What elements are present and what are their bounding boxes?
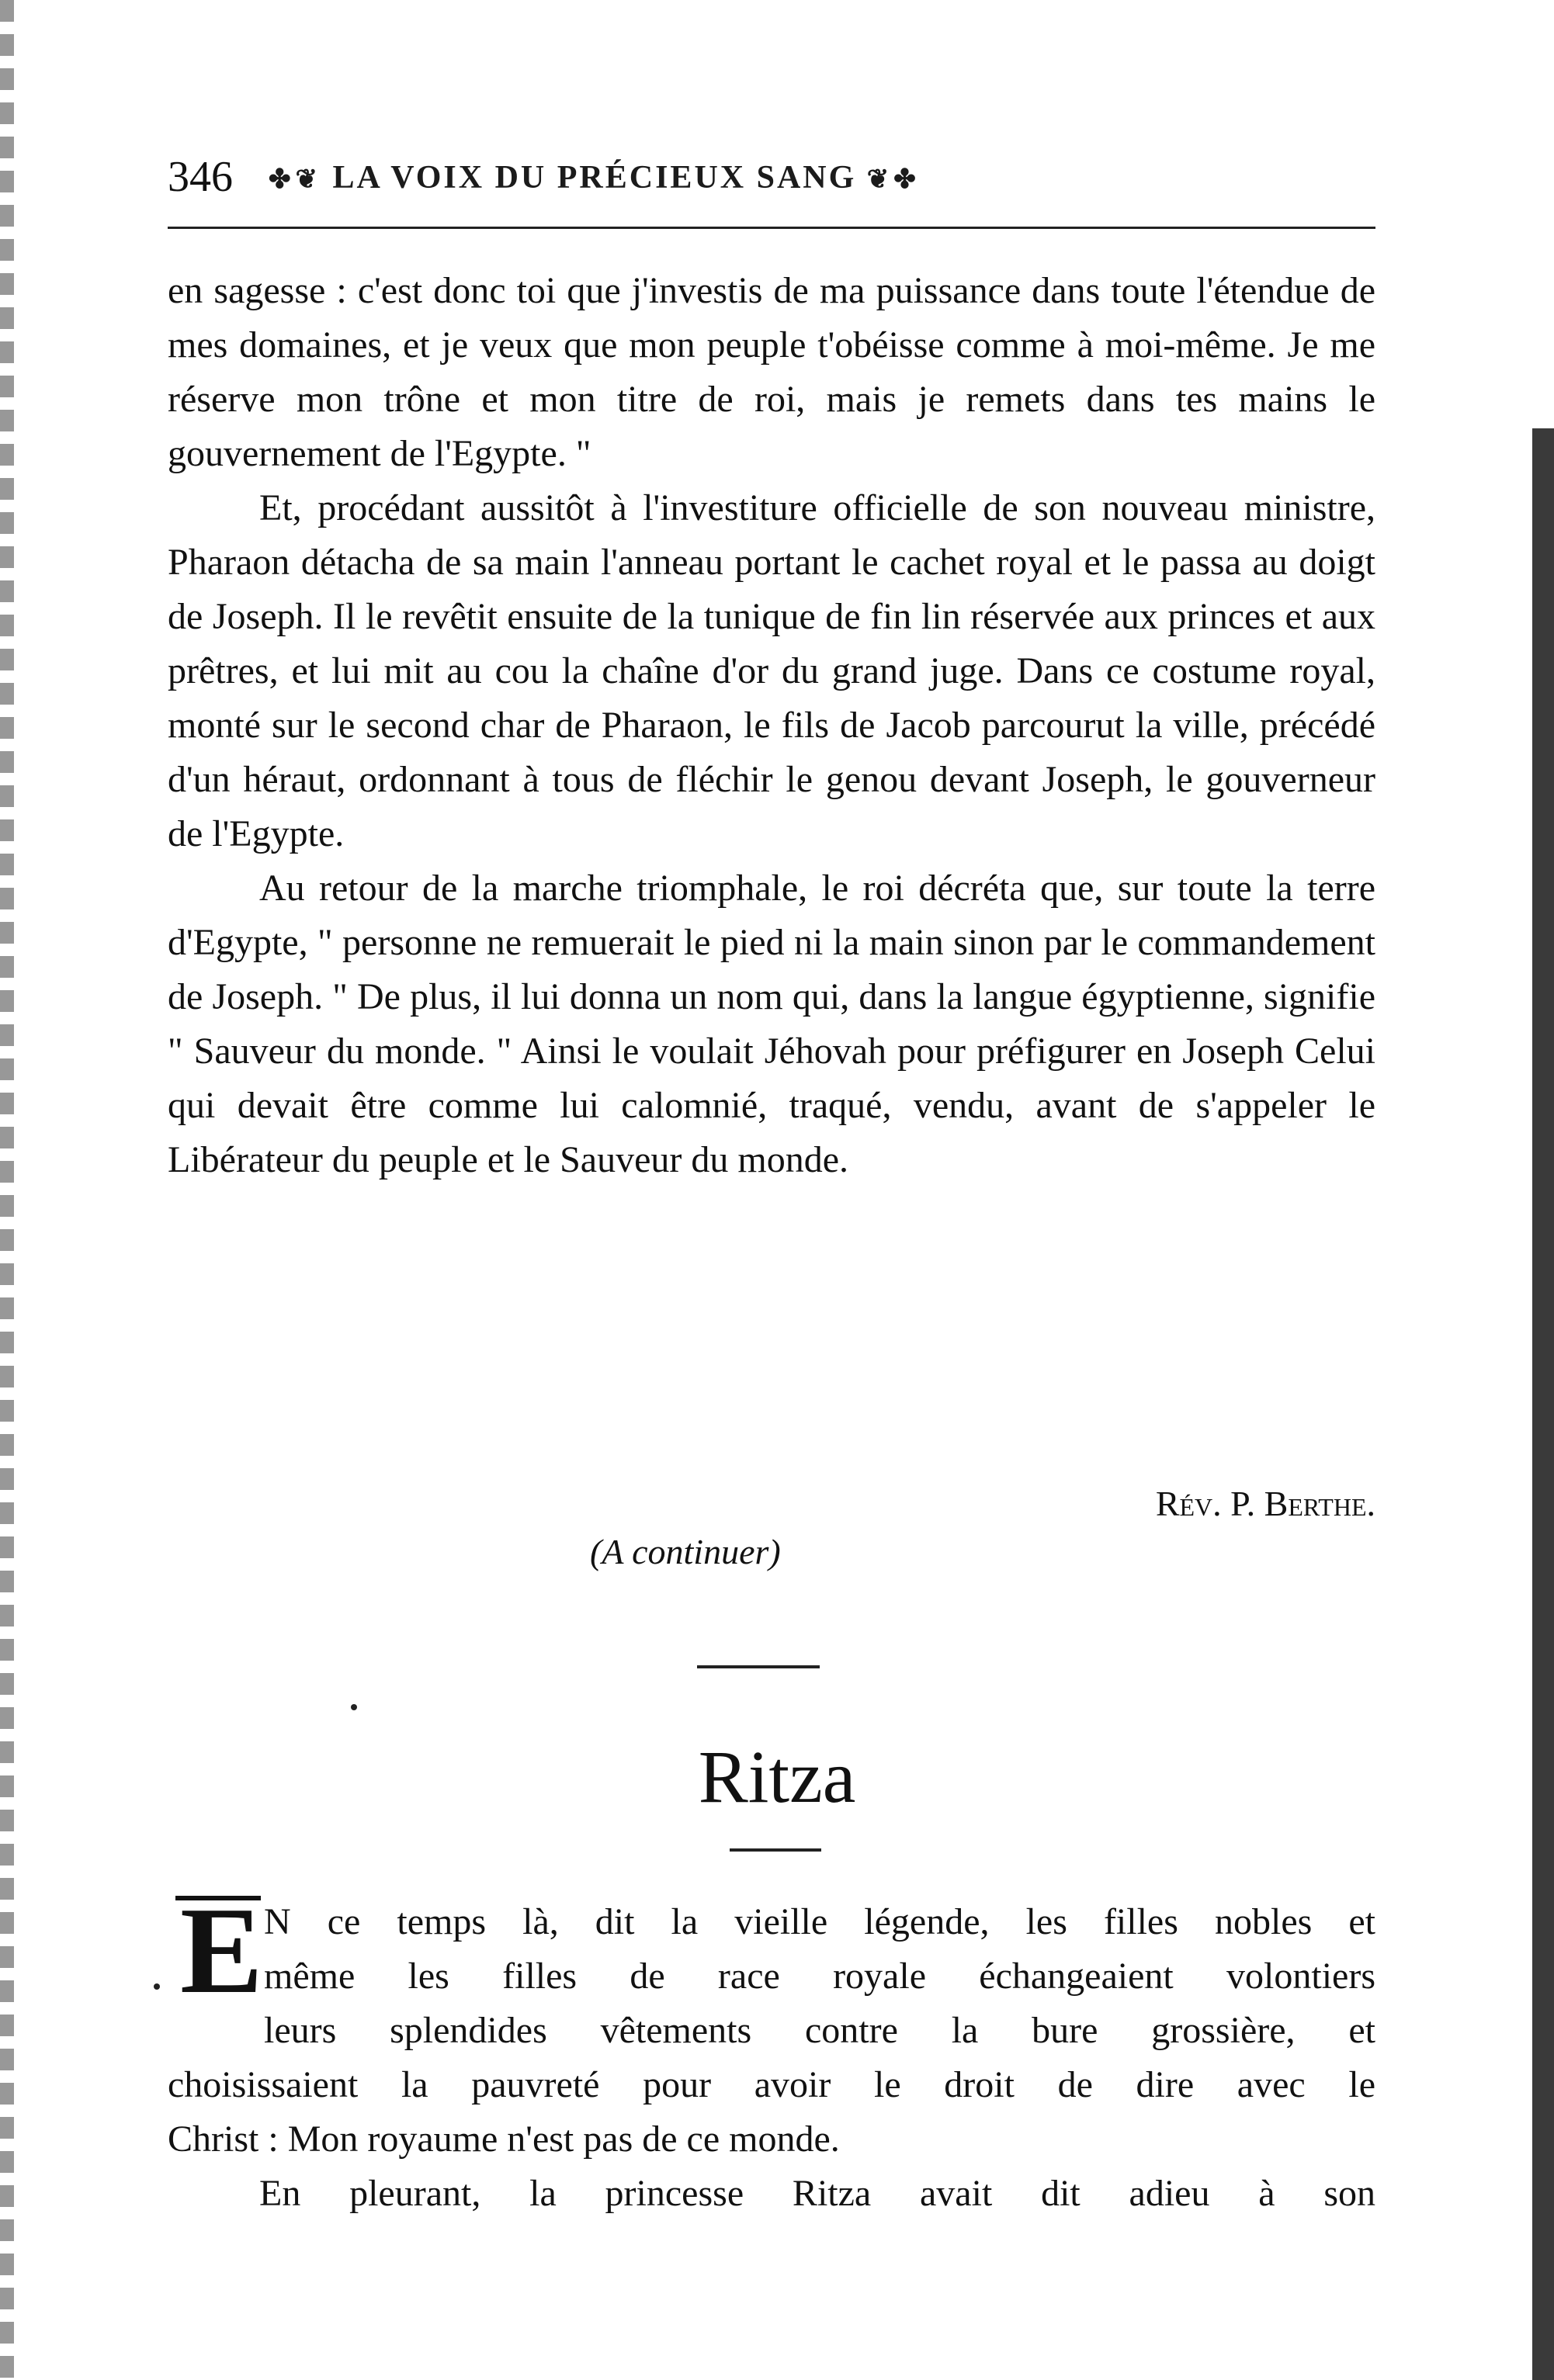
running-head [168,147,1375,210]
article-line-2: même les filles de race royale échangeaient volontiers [264,1956,1375,1997]
article-line-3: leurs splendides vêtements contre la bure grossière, et [264,2010,1375,2051]
header-rule [168,227,1375,229]
article-line-1: N ce temps là, dit la vieille légende, les filles nobles et [264,1901,1375,1942]
paragraph-2: Et, procédant aussitôt à l'investiture officielle de son nouveau ministre, Pharaon détacha de sa main l'anneau portant le cachet royal et le passa au doigt de Joseph. Il le revêtit ensuite de la tunique de fin lin réservée aux princes et aux prêtres, et lui mit au cou la chaîne d'or du grand juge. Dans ce costume royal, monté sur le second char de Pharaon, le fils de Jacob parcourut la ville, précédé d'un héraut, ordonnant à tous de fléchir le genou devant Joseph, le gouverneur de l'Egypte. [168,487,1375,854]
article-title: Ritza [698,1735,856,1818]
ornament-right-icon: ❦✤ [866,165,921,194]
title-rule [730,1848,821,1852]
print-speck [351,1704,357,1710]
paragraph-1: en sagesse : c'est donc toi que j'investis de ma puissance dans toute l'étendue de mes domaines, et je veux que mon peuple t'obéisse comme à moi-même. Je me réserve mon trône et mon titre de roi, mais je remets dans tes mains le gouvernement de l'Egypte. " [168,270,1375,474]
print-speck [154,1983,160,1990]
continuation-text [168,264,1375,1187]
running-head-title [269,158,1371,199]
article-line-5: Christ : Mon royaume n'est pas de ce monde. [168,2118,840,2160]
article-line-4: choisissaient la pauvreté pour avoir le droit de dire avec le [168,2064,1375,2105]
article-text [168,1895,1375,2221]
ornament-left-icon: ✤❦ [269,165,322,194]
page-right-edge-shadow [1532,0,1554,2380]
article-paragraph-2-start: En pleurant, la princesse Ritza avait dit adieu à son [259,2173,1375,2214]
paragraph-3: Au retour de la marche triomphale, le roi décréta que, sur toute la terre d'Egypte, " personne ne remuerait le pied ni la main sinon par le commandement de Joseph. " De plus, il lui donna un nom qui, dans la langue égyptienne, signifie " Sauveur du monde. " Ainsi le voulait Jéhovah pour préfigurer en Joseph Celui qui devait être comme lui calomnié, traqué, vendu, avant de s'appeler le Libérateur du peuple et le Sauveur du monde. [168,868,1375,1180]
section-divider [697,1665,820,1668]
to-be-continued-note: (A continuer) [590,1532,781,1571]
page-left-edge-shadow [0,0,14,2380]
page-number: 346 [168,153,233,201]
running-head-title-text: LA VOIX DU PRÉCIEUX SANG [332,160,857,196]
author-signature: Rév. P. Berthe. [1155,1484,1375,1523]
drop-cap-letter: E [180,1881,263,2019]
